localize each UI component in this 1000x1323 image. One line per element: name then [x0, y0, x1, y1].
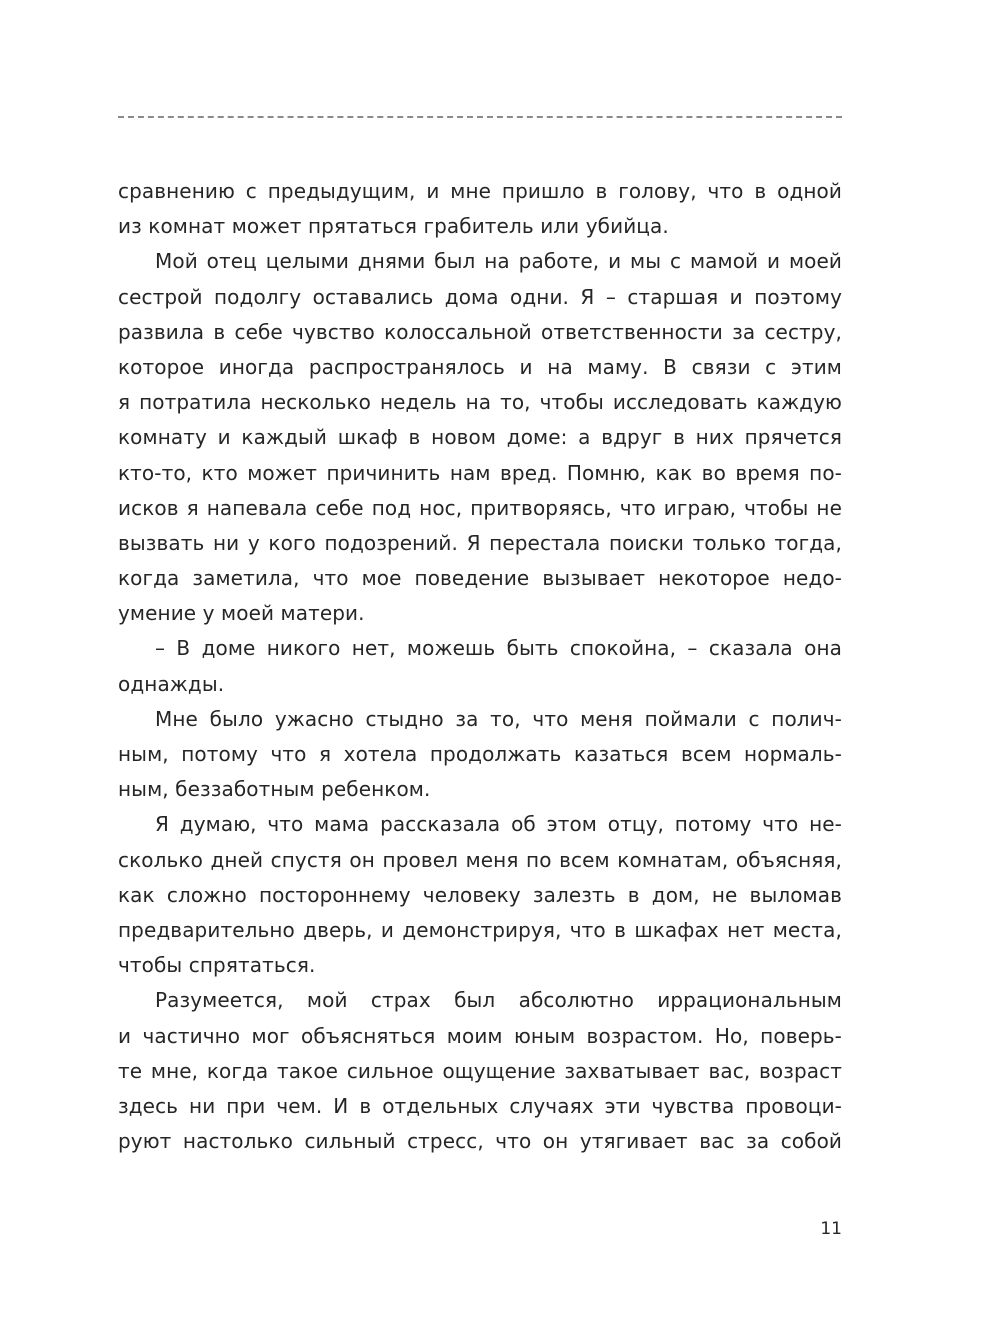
text-line: из комнат может прятаться грабитель или убийца.	[118, 214, 669, 239]
text-line: предварительно дверь, и демонстрируя, что в шкафах нет места,	[118, 917, 842, 942]
text-line: ным, потому что я хотела продолжать казаться всем нормаль-	[118, 742, 842, 766]
text-line: и частично мог объясняться моим юным возрастом. Но, поверь-	[118, 1023, 842, 1048]
text-line: те мне, когда такое сильное ощущение захватывает вас, возраст	[118, 1058, 842, 1083]
text-line: как сложно постороннему человеку залезть в дом, не выломав	[118, 882, 842, 907]
text-line: Мне было ужасно стыдно за то, что меня поймали с полич-	[155, 706, 842, 731]
text-line: умение у моей матери.	[118, 601, 365, 626]
text-line: Разумеется, мой страх был абсолютно иррациональным	[155, 988, 842, 1013]
text-line: ным, беззаботным ребенком.	[118, 777, 431, 802]
text-line: исков я напевала себе под нос, притворяясь, что играю, чтобы не	[118, 495, 842, 520]
header-dashed-rule	[118, 116, 842, 118]
text-line: я потратила несколько недель на то, чтобы исследовать каждую	[118, 390, 842, 415]
text-line: комнату и каждый шкаф в новом доме: а вдруг в них прячется	[118, 425, 842, 450]
text-line: здесь ни при чем. И в отдельных случаях эти чувства провоци-	[118, 1093, 842, 1118]
text-line: вызвать ни у кого подозрений. Я перестала поиски только тогда,	[118, 530, 842, 555]
text-line: Мой отец целыми днями был на работе, и мы с мамой и моей	[155, 249, 842, 274]
page-number: 11	[820, 1219, 842, 1239]
text-line: – В доме никого нет, можешь быть спокойна, – сказала она	[155, 636, 842, 661]
text-line: руют настолько сильный стресс, что он утягивает вас за собой	[118, 1129, 842, 1154]
text-line: однажды.	[118, 671, 225, 696]
text-line: сестрой подолгу оставались дома одни. Я – старшая и поэтому	[118, 284, 842, 309]
text-line: которое иногда распространялось и на маму. В связи с этим	[118, 354, 842, 379]
text-line: сравнению с предыдущим, и мне пришло в голову, что в одной	[118, 179, 842, 203]
text-line: когда заметила, что мое поведение вызывает некоторое недо-	[118, 566, 842, 591]
body-text	[118, 174, 842, 1159]
text-line: сколько дней спустя он провел меня по всем комнатам, объясняя,	[118, 847, 842, 872]
text-line: чтобы спрятаться.	[118, 953, 316, 978]
text-line: кто-то, кто может причинить нам вред. Помню, как во время по-	[118, 460, 842, 485]
text-line: Я думаю, что мама рассказала об этом отцу, потому что не-	[155, 812, 842, 837]
text-line: развила в себе чувство колоссальной ответственности за сестру,	[118, 319, 842, 344]
